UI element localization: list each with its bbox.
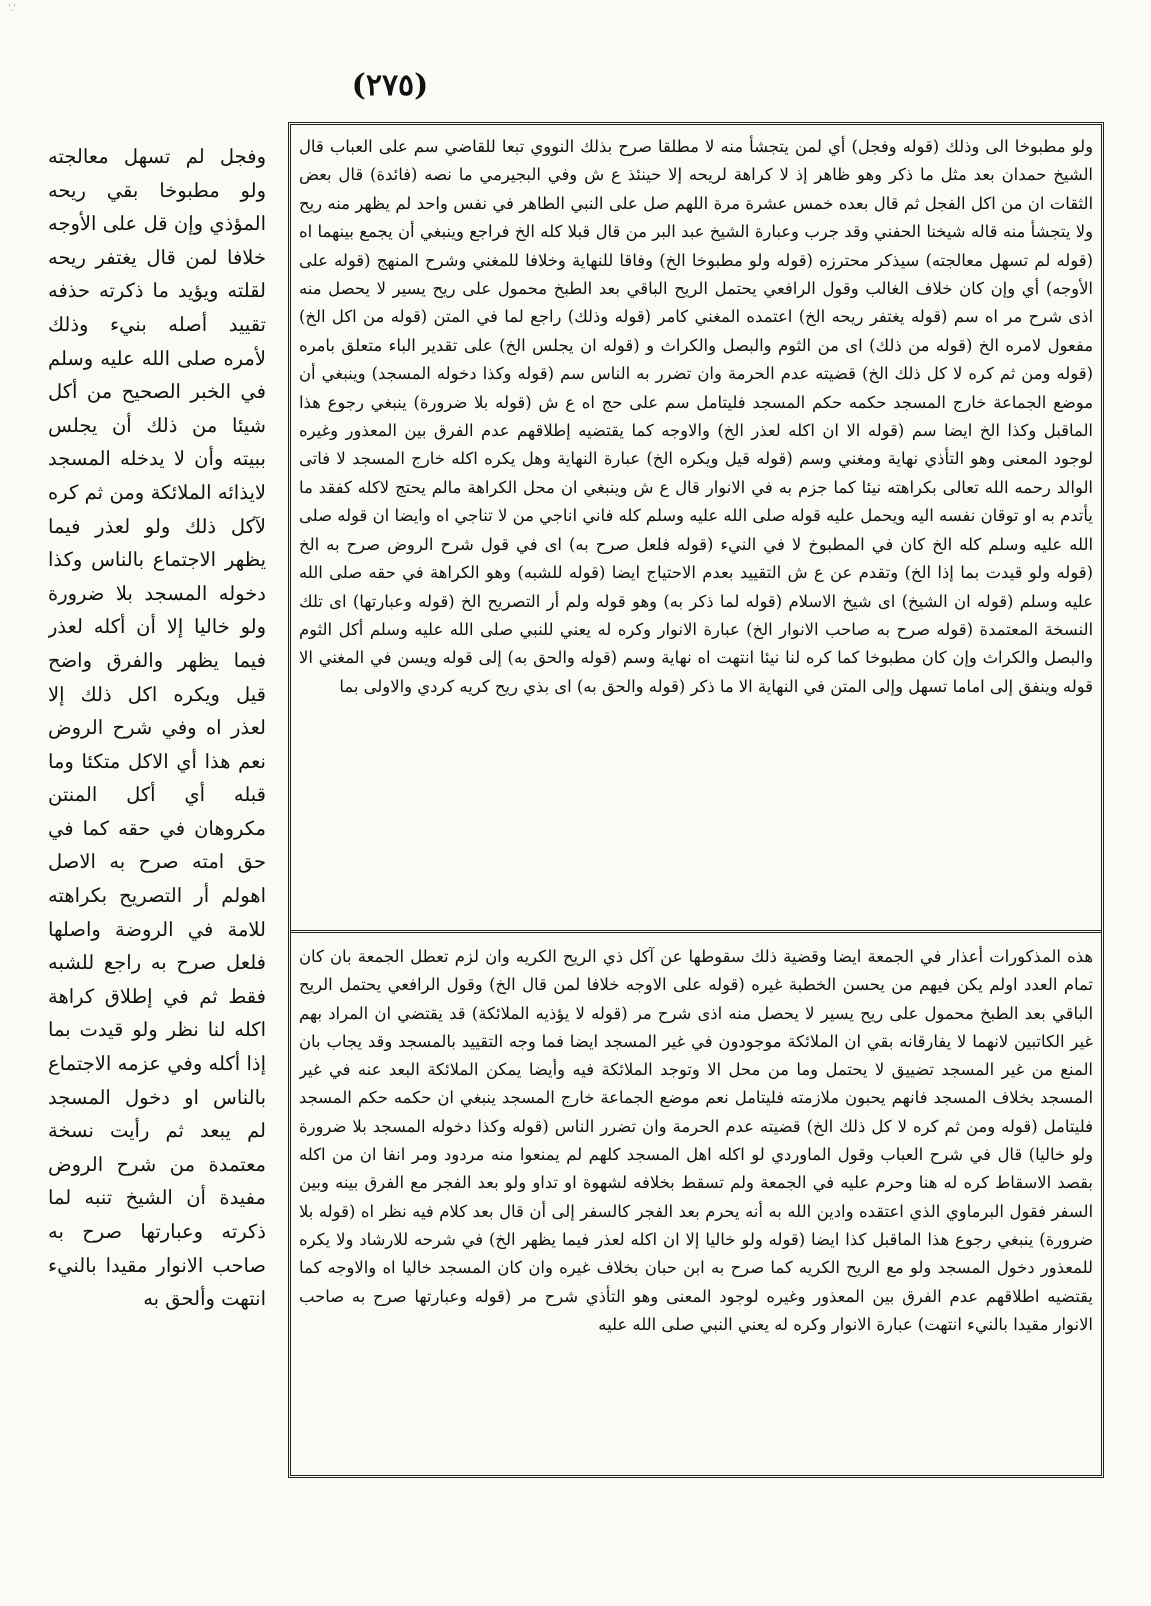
margin-text: وفجل لم تسهل معالجته ولو مطبوخا بقي ريحه المؤذي وإن قل على الأوجه خلافا لمن قال يغتفر ريحه لقلته ويؤيد ما ذكرته حذفه تقييد أصله بنيء وذلك لأمره صلى الله عليه وسلم في الخبر الصحيح من أكل شيئا من ذلك أن يجلس ببيته وأن لا يدخله المسجد لايذائه الملائكة ومن ثم كره لآكل ذلك ولو لعذر فيما يظهر الاجتماع بالناس وكذا دخوله المسجد بلا ضرورة ولو خاليا إلا أن أكله لعذر فيما يظهر والفرق واضح قيل ويكره اكل ذلك إلا لعذر اه وفي شرح الروض نعم هذا أي الاكل متكئا وما قبله أي أكل المنتن مكروهان في حقه كما في حق امته صرح به الاصل اهولم أر التصريح بكراهته للامة في الروضة واصلها فلعل صرح به راجع للشبه فقط ثم في إطلاق كراهة اكله لنا نظر ولو قيدت بما إذا أكله وفي عزمه الاجتماع بالناس او دخول المسجد لم يبعد ثم رأيت نسخة معتمدة من شرح الروض مفيدة أن الشيخ تنبه لما ذكرته وعبارتها صرح به صاحب الانوار مقيدا بالنيء انتهت وألحق به	[48, 145, 266, 1311]
page-number: (٢٧٥)	[351, 68, 429, 103]
margin-column	[48, 140, 266, 1475]
commentary-bottom-text: هذه المذكورات أعذار في الجمعة ايضا وقضية ذلك سقوطها عن آكل ذي الريح الكريه وان لزم تعطل الجمعة بان كان تمام العدد اولم يكن فيهم من يحسن الخطبة غيره (قوله على الاوجه خلافا لمن قال الخ) وقول الرافعي يحتمل الريح الباقي بعد الطبخ محمول على ريح يسير لا يحصل منه اذى شرح مر (قوله لا يؤذيه الملائكة) قد يقتضي ان المراد بهم غير الكاتبين لانهما لا يفارقانه بقي ان الملائكة موجودون في غير المسجد ايضا فما وجه التقييد بالمسجد وقد يجاب بان المنع من غير المسجد تضييق لا يحتمل وما من محل الا وتوجد الملائكة فيه وأيضا يمكن الملائكة البعد عنه في غير المسجد بخلاف المسجد فانهم يحبون ملازمته فليتامل نعم موضع الجماعة خارج المسجد ينبغي ان حكمه حكم المسجد فليتامل (قوله ومن ثم كره لا كل ذلك الخ) قضيته عدم الحرمة وان تضرر الناس (قوله وكذا دخوله المسجد بلا ضرورة ولو خاليا) قال في شرح العباب وقول الماوردي لو اكله اهل المسجد كلهم لم يمنعوا منه مردود ومر انفا ان من اكله بقصد الاسقاط كره له هنا وحرم عليه في الجمعة ولم تسقط بخلافه لشهوة او تداو ولو بعد الفجر مع الفرق بينه وبين السفر فقول البرماوي الذي اعتقده وادين الله به أنه يحرم بعد الفجر كالسفر إلى أن قال بعد كلام فيه نظر اه (قوله بلا ضرورة) ينبغي رجوع هذا الماقبل كذا ايضا (قوله ولو خاليا إلا ان اكله لعذر فيما يظهر الخ) في شرحه للارشاد ولا يكره للمعذور دخول المسجد ولو مع الريح الكريه كما صرح به ابن حبان بخلاف غيره وان كان المسجد خاليا اه والاوجه كما يقتضيه اطلاقهم عدم الفرق بين المعذور وغيره لوجود المعنى وهو التأذي شرح مر (قوله وعبارتها صرح به صاحب الانوار مقيدا بالنيء انتهت) عبارة الانوار وكره له يعني النبي صلى الله عليه	[299, 947, 1093, 1334]
section-divider	[291, 930, 1101, 933]
main-commentary-top	[299, 133, 1093, 923]
commentary-frame	[288, 122, 1104, 1478]
main-commentary-bottom	[299, 943, 1093, 1473]
commentary-top-text: ولو مطبوخا الى وذلك (قوله وفجل) أي لمن يتجشأ منه لا مطلقا صرح بذلك النووي تبعا للقاضي سم على العباب قال الشيخ حمدان بعد مثل ما ذكر وهو ظاهر إذ لا كراهة لريحه إلا حينئذ ع ش وفي البجيرمي ما نصه (فائدة) قال بعض الثقات ان من اكل الفجل ثم قال بعده خمس عشرة مرة اللهم صل على النبي الطاهر في نفس واحد لم يظهر منه ريح ولا يتجشأ منه قاله شيخنا الحفني وقد جرب وعبارة الشيخ عبد البر من قال قبلا كله الخ فراجع وينبغي أن يجمع بينهما اه (قوله لم تسهل معالجته) سيذكر محترزه (قوله ولو مطبوخا الخ) وفاقا للنهاية وخلافا للمغني وشرح المنهج (قوله على الأوجه) أي وإن كان خلاف الغالب وقول الرافعي يحتمل الريح الباقي بعد الطبخ محمول على ريح يسير لا يحصل منه اذى شرح مر اه سم (قوله يغتفر ريحه الخ) اعتمده المغني كامر (قوله وذلك) راجع لما في المتن (قوله من اكل الخ) مفعول لامره الخ (قوله من ذلك) اى من الثوم والبصل والكراث و (قوله ان يجلس الخ) على تقدير الباء متعلق بامره (قوله ومن ثم كره لا كل ذلك الخ) قضيته عدم الحرمة وان تضرر به الناس سم (قوله وكذا دخوله المسجد) وينبغي أن موضع الجماعة خارج المسجد حكمه حكم المسجد فليتامل سم على حج اه ع ش (قوله بلا ضرورة) ينبغي رجوع هذا الماقبل وكذا الخ ايضا سم (قوله الا ان اكله لعذر الخ) والاوجه كما يقتضيه إطلاقهم عدم الفرق بين المعذور وغيره لوجود المعنى وهو التأذي نهاية ومغني وسم (قوله قيل ويكره الخ) عبارة النهاية وهل يكره اكله خارج المسجد لا فاتى الوالد رحمه الله تعالى بكراهته نيئا كما جزم به في الانوار قال ع ش وينبغي ان محل الكراهة مالم يحتج لاكله كفقد ما يأتدم به او توقان نفسه اليه ويحمل عليه قوله صلى الله عليه وسلم كله فاني اناجي من لا تناجي اه وايضا ان قوله صلى الله عليه وسلم كله الخ كان في المطبوخ لا في النيء (قوله فلعل صرح به) اى في قول شرح الروض صرح به الخ (قوله ولو قيدت بما إذا الخ) وتقدم عن ع ش التقييد بعدم الاحتياج ايضا (قوله للشبه) وهو الكراهة في حقه صلى الله عليه وسلم (قوله ان الشيخ) اى شيخ الاسلام (قوله لما ذكر به) وهو قوله ولم أر التصريح الخ (قوله وعبارتها) اى تلك النسخة المعتمدة (قوله صرح به صاحب الانوار الخ) عبارة الانوار وكره له يعني للنبي صلى الله عليه وسلم أكل الثوم والبصل والكراث وإن كان مطبوخا كما كره لنا نيئا انتهت اه نهاية وسم (قوله والحق به) إلى قوله ويسن في المغني الا قوله وينفق إلى اماما تسهل وإلى المتن في النهاية الا ما ذكر (قوله والحق به) اى بذي ريح كريه كردي والاولى بما	[299, 137, 1093, 696]
scan-artifact: '.'	[8, 4, 16, 14]
